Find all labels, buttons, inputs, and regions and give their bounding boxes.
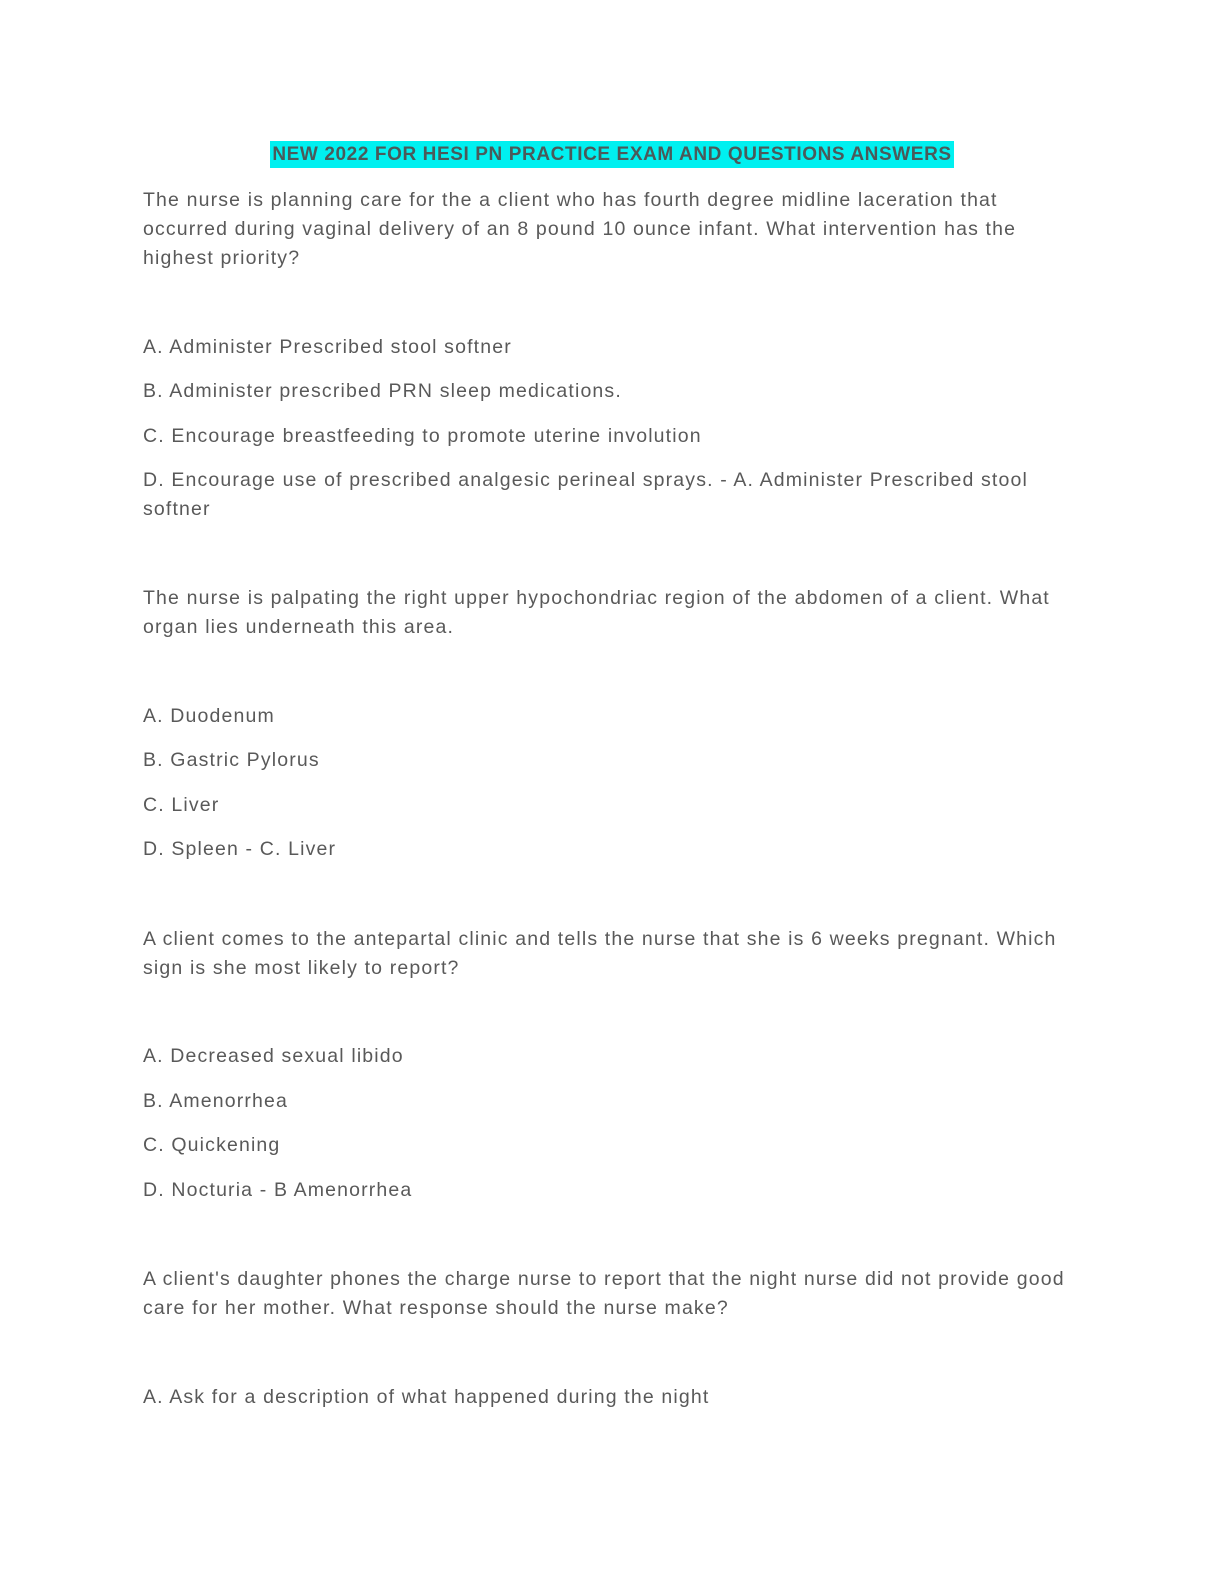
- question-4-option-a: A. Ask for a description of what happened during the night: [143, 1386, 710, 1408]
- question-2-option-c: C. Liver: [143, 794, 220, 816]
- question-2-option-b: B. Gastric Pylorus: [143, 749, 320, 771]
- document-title: NEW 2022 FOR HESI PN PRACTICE EXAM AND QUESTIONS ANSWERS: [270, 141, 953, 168]
- question-2-option-d-answer: D. Spleen - C. Liver: [143, 838, 337, 860]
- question-3-stem: A client comes to the antepartal clinic and tells the nurse that she is 6 weeks pregnant. Which sign is she most likely to report?: [143, 928, 1057, 979]
- question-1-stem: The nurse is planning care for the a client who has fourth degree midline laceration that occurred during vaginal delivery of an 8 pound 10 ounce infant. What intervention has the highest priority?: [143, 189, 1017, 269]
- question-1-option-d-answer: D. Encourage use of prescribed analgesic perineal sprays. - A. Administer Prescribed stool softner: [143, 469, 1028, 520]
- question-1-option-a: A. Administer Prescribed stool softner: [143, 336, 512, 358]
- question-3-option-a: A. Decreased sexual libido: [143, 1045, 404, 1067]
- question-2-option-a: A. Duodenum: [143, 705, 275, 727]
- question-1-option-c: C. Encourage breastfeeding to promote uterine involution: [143, 425, 702, 447]
- question-3-option-b: B. Amenorrhea: [143, 1090, 289, 1112]
- question-3-option-c: C. Quickening: [143, 1134, 281, 1156]
- question-4-stem: A client's daughter phones the charge nurse to report that the night nurse did not provide good care for her mother. What response should the nurse make?: [143, 1268, 1065, 1319]
- question-2-stem: The nurse is palpating the right upper hypochondriac region of the abdomen of a client. What organ lies underneath this area.: [143, 587, 1050, 638]
- question-3-option-d-answer: D. Nocturia - B Amenorrhea: [143, 1179, 413, 1201]
- question-1-option-b: B. Administer prescribed PRN sleep medications.: [143, 380, 622, 402]
- title-container: [0, 141, 1224, 168]
